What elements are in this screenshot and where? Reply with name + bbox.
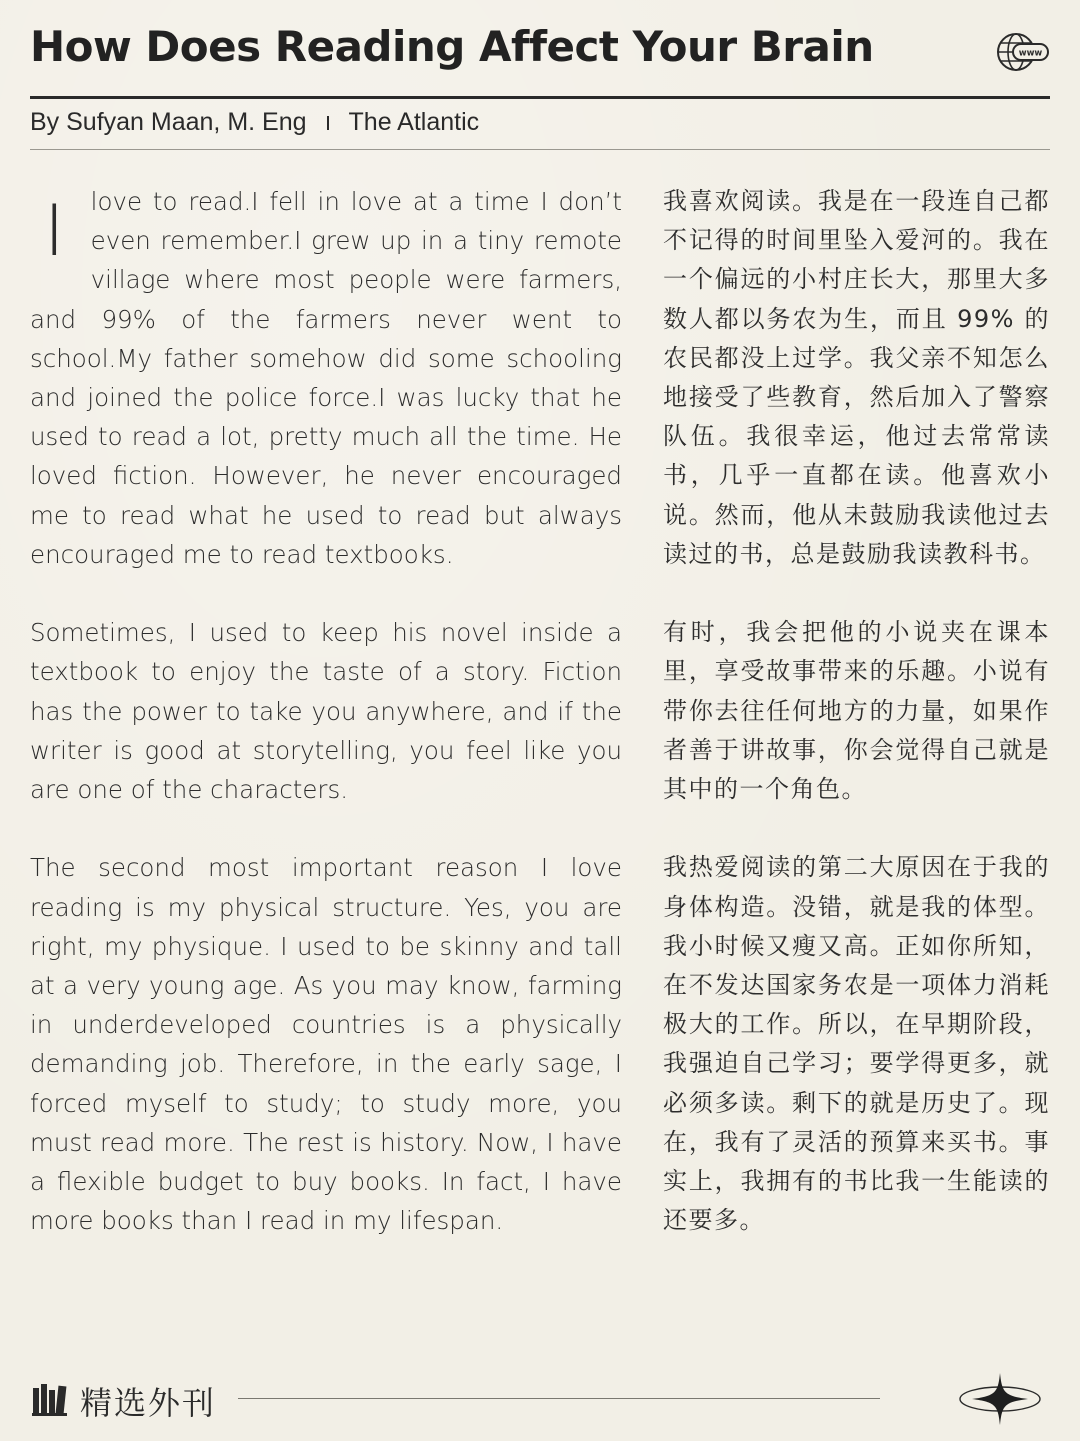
globe-www-icon — [996, 32, 1050, 72]
byline — [30, 108, 479, 137]
english-paragraph-1 — [30, 182, 622, 574]
chinese-paragraph-2: 有时，我会把他的小说夹在课本里，享受故事带来的乐趣。小说有带你去往任何地方的力量，如果作者善于讲故事，你会觉得自己就是其中的一个角色。 — [663, 618, 1050, 804]
byline-rule — [30, 149, 1050, 150]
english-paragraph-1-text: love to read.I fell in love at a time I don’t even remember.I grew up in a tiny remote village where most people were farmers, and 99% of the farmers never went to school.My father somehow did some schooling and joined the police force.I was lucky that he used to read a lot, pretty much all the time. He loved fiction. However, he never encouraged me to read what he used to read but always encouraged me to read textbooks. — [30, 187, 622, 569]
author: By Sufyan Maan, M. Eng — [30, 108, 307, 136]
chinese-paragraph-1: 我喜欢阅读。我是在一段连自己都不记得的时间里坠入爱河的。我在一个偏远的小村庄长大，那里大多数人都以务农为生，而且 99% 的农民都没上过学。我父亲不知怎么地接受了些教育，然后加入了警察队伍。我很幸运，他过去常常读书，几乎一直都在读。他喜欢小说。然而，他从未鼓励我读他过去读过的书，总是鼓励我读教科书。 — [663, 187, 1050, 568]
english-column — [30, 182, 622, 1280]
english-paragraph-3: The second most important reason I love reading is my physical structure. Yes, you are right, my physique. I used to be skinny and tall at a very young age. As you may know, farming in underdeveloped countries is a physically demanding job. Therefore, in the early sage, I forced myself to study; to study more, you must read more. The rest is history. Now, I have a flexible budget to buy books. In fact, I have more books than I read in my lifespan. — [30, 853, 622, 1236]
article-title: How Does Reading Affect Your Brain — [30, 22, 874, 71]
drop-cap: I — [44, 190, 65, 272]
header-rule — [30, 96, 1050, 99]
byline-separator — [327, 116, 329, 130]
chinese-paragraph-3: 我热爱阅读的第二大原因在于我的身体构造。没错，就是我的体型。我小时候又瘦又高。正如你所知，在不发达国家务农是一项体力消耗极大的工作。所以，在早期阶段，我强迫自己学习；要学得更多，就必须多读。剩下的就是历史了。现在，我有了灵活的预算来买书。事实上，我拥有的书比我一生能读的还要多。 — [663, 853, 1050, 1235]
english-paragraph-2: Sometimes, I used to keep his novel inside a textbook to enjoy the taste of a story. Fiction has the power to take you anywhere, and if the writer is good at storytelling, you feel like you are one of the characters. — [30, 618, 622, 805]
footer-brand: 精选外刊 — [80, 1385, 217, 1421]
four-point-star-icon — [958, 1372, 1042, 1426]
books-icon — [32, 1382, 68, 1416]
publication: The Atlantic — [348, 108, 480, 136]
globe-www-label: www — [1018, 48, 1043, 59]
footer-rule — [238, 1398, 880, 1399]
chinese-column — [663, 182, 1050, 1280]
